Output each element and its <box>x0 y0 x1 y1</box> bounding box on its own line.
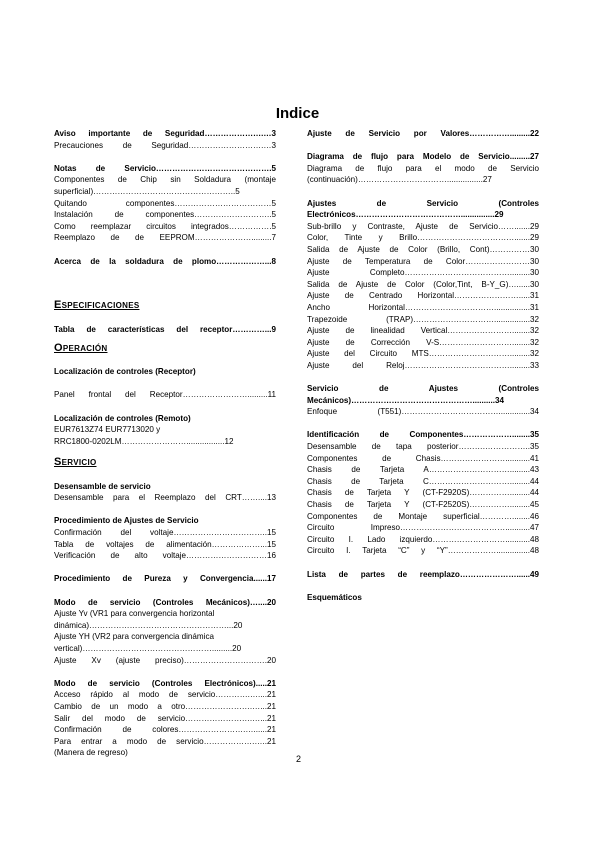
toc-entry-clock-adjust[interactable]: Ajuste del Reloj………………………………….........33 <box>307 360 539 370</box>
toc-heading-service-adjust-elec-cont[interactable]: Electrónicos…………………………………...............29 <box>307 210 504 220</box>
toc-entry-adjust-yh[interactable]: Ajuste YH (VR2 para convergencia dinámica <box>54 632 215 642</box>
toc-entry-safety-notice[interactable]: Aviso importante de Seguridad………………….…3 <box>54 129 276 138</box>
toc-entry-return-method: (Manera de regreso) <box>54 748 128 758</box>
section-operation: Operación <box>54 342 108 355</box>
toc-entry-power-voltage-table[interactable]: Tabla de voltajes de alimentación………………...15 <box>54 539 276 549</box>
toc-entry-flow-diagram-heading[interactable]: Diagrama de flujo para Modelo de Servicio.........27 <box>307 152 539 162</box>
toc-right-column <box>307 128 539 603</box>
toc-entry-smd-components[interactable]: Componentes de Montaje superficial…………........46 <box>307 511 539 521</box>
section-service: Servicio <box>54 456 97 469</box>
toc-entry-trapezoid[interactable]: Trapezoide (TRAP)…………………………................32 <box>307 314 539 324</box>
toc-heading-service-adjust-elec[interactable]: Ajustes de Servicio (Controles <box>307 198 539 208</box>
toc-entry-quick-access[interactable]: Acceso rápido al modo de servicio………….…....21 <box>54 690 276 700</box>
toc-entry-v-linearity[interactable]: Ajuste de linealidad Vertical……………………........32 <box>307 326 539 336</box>
toc-entry-chassis-components[interactable]: Componentes de Chasis……………………...........41 <box>307 453 539 463</box>
toc-entry-parts-list[interactable]: Lista de partes de reemplazo…………………......49 <box>307 569 539 579</box>
toc-entry-adjust-yh-cont[interactable]: vertical)………………………………………….........20 <box>54 643 242 653</box>
toc-entry-service-mode-mech[interactable]: Modo de servicio (Controles Mecánicos)…....20 <box>54 597 276 607</box>
toc-entry-adjust-xv[interactable]: Ajuste Xv (ajuste preciso)………………………….20 <box>54 655 276 665</box>
toc-entry-chip-components-cont[interactable]: superficial)……………………………………………..5 <box>54 186 240 196</box>
toc-entry-board-a[interactable]: Chasis de Tarjeta A………………………….........43 <box>307 465 539 475</box>
toc-entry-schematics[interactable]: Esquemáticos <box>307 592 362 602</box>
toc-entry-adjust-yv[interactable]: Ajuste Yv (VR1 para convergencia horizontal <box>54 609 215 619</box>
toc-entry-replace-ic[interactable]: Como reemplazar circuitos integrados…………….5 <box>54 221 276 231</box>
toc-entry-complete-adjust[interactable]: Ajuste Completo………………………………….........30 <box>307 268 539 278</box>
toc-entry-sub-brightness[interactable]: Sub-brillo y Contraste, Ajuste de Servicio…….......29 <box>307 221 539 231</box>
toc-entry-replace-eeprom[interactable]: Reemplazo de de EEPROM………………….........7 <box>54 233 276 243</box>
toc-entry-h-centering[interactable]: Ajuste de Centrado Horizontal…………………….....31 <box>307 291 539 301</box>
toc-entry-enter-mode[interactable]: Para entrar a modo de servicio……………….…..21 <box>54 736 276 746</box>
toc-entry-ic-left-side[interactable]: Circuito I. Lado izquierdo………………………...........48 <box>307 534 539 544</box>
toc-entry-board-y-2520[interactable]: Chasis de Tarjeta Y (CT-F2520S)…………….........45 <box>307 500 539 509</box>
toc-entry-focus[interactable]: Enfoque (T551)………………………………..............34 <box>307 407 539 417</box>
toc-entry-mts-circuit[interactable]: Ajuste del Circuito MTS………………………….........32 <box>307 349 539 359</box>
toc-entry-specs-table[interactable]: Tabla de características del receptor…………...9 <box>54 324 276 334</box>
toc-entry-color-adjust-output-2[interactable]: Salida de Ajuste de Color (Color,Tint, B-Y_G)…......30 <box>307 279 539 289</box>
toc-heading-service-adjust-mech-cont[interactable]: Mecánicos)………………………………………..........34 <box>307 395 504 405</box>
toc-entry-service-mode-elec[interactable]: Modo de servicio (Controles Electrónicos).....21 <box>54 678 276 688</box>
toc-entry-crt-disassembly[interactable]: Desensamble para el Reemplazo del CRT……....13 <box>54 493 276 503</box>
toc-heading-service-adjust-mech[interactable]: Servicio de Ajustes (Controles <box>307 384 539 394</box>
toc-left-column <box>54 128 276 759</box>
toc-entry-change-mode[interactable]: Cambio de un modo a otro…………………….…...21 <box>54 701 276 711</box>
toc-entry-printed-circuit[interactable]: Circuito Impreso…………………………………...........47 <box>307 523 539 533</box>
toc-entry-flow-diagram[interactable]: Diagrama de flujo para el modo de Servicio <box>307 163 539 173</box>
toc-entry-board-c[interactable]: Chasis de Tarjeta C………………………….........44 <box>307 476 539 486</box>
section-specifications: Especificaciones <box>54 299 140 312</box>
toc-heading-controls-receiver: Localización de controles (Receptor) <box>54 367 196 377</box>
toc-entry-color-adjust-output[interactable]: Salida de Ajuste de Color (Brillo, Cont)……………30 <box>307 244 539 254</box>
toc-entry-safety-precautions[interactable]: Precauciones de Seguridad……………………….…3 <box>54 140 276 150</box>
toc-heading-adjust-procedure: Procedimiento de Ajustes de Servicio <box>54 516 199 526</box>
toc-entry-installing-components[interactable]: Instalación de componentes………………………..5 <box>54 210 276 220</box>
toc-entry-service-adjust-values[interactable]: Ajuste de Servicio por Valores…………….........22 <box>307 129 539 138</box>
toc-entry-service-notes[interactable]: Notas de Servicio…………………………………….5 <box>54 163 276 173</box>
toc-entry-board-y-2920[interactable]: Chasis de Tarjeta Y (CT-F2920S)…………….........44 <box>307 488 539 498</box>
toc-entry-color-tint-brightness[interactable]: Color, Tinte y Brillo……………………………….......29 <box>307 233 539 243</box>
toc-entry-color-temp[interactable]: Ajuste de Temperatura de Color……………………30 <box>307 256 539 266</box>
toc-entry-adjust-yv-cont[interactable]: dinámica)……………………………………………...20 <box>54 620 243 630</box>
toc-heading-disassembly: Desensamble de servicio <box>54 481 151 491</box>
toc-entry-high-voltage-check[interactable]: Verificación de alto voltaje…………………………16 <box>54 551 276 561</box>
toc-remote-models-1: EUR7613Z74 EUR7713020 y <box>54 425 161 435</box>
toc-heading-controls-remote: Localización de controles (Remoto) <box>54 413 191 423</box>
toc-entry-flow-diagram-cont[interactable]: (continuación)……………………………................27 <box>307 175 492 185</box>
toc-entry-voltage-confirm[interactable]: Confirmación del voltaje……………………………..15 <box>54 528 276 537</box>
page-title: Indice <box>275 105 320 122</box>
page-number: 2 <box>296 754 302 764</box>
toc-entry-component-id[interactable]: Identificación de Componentes………………........35 <box>307 430 539 440</box>
toc-entry-lead-free[interactable]: Acerca de la soldadura de plomo………………...8 <box>54 256 276 266</box>
toc-entry-front-panel[interactable]: Panel frontal del Receptor…………………….........11 <box>54 390 276 400</box>
toc-entry-ic-board-cy[interactable]: Circuito I. Tarjeta “C” y “Y”………………...............48 <box>307 546 539 556</box>
toc-entry-chip-components[interactable]: Componentes de Chip sin Soldadura (montaje <box>54 175 276 185</box>
toc-entry-color-confirm[interactable]: Confirmación de colores…………………….…......21 <box>54 725 276 735</box>
toc-entry-h-width[interactable]: Ancho Horizontal……………………………................31 <box>307 302 539 312</box>
toc-entry-removing-components[interactable]: Quitando componentes………………………………5 <box>54 198 276 208</box>
toc-entry-purity-convergence[interactable]: Procedimiento de Pureza y Convergencia......17 <box>54 574 276 584</box>
toc-entry-exit-mode[interactable]: Salir del modo de servicio…………………….…...21 <box>54 713 276 723</box>
toc-entry-remote-models-2[interactable]: RRC1800-0202LM…………………….................12 <box>54 436 234 446</box>
toc-entry-rear-cover[interactable]: Desensamble de tapa posterior……….……………..35 <box>307 442 539 452</box>
toc-entry-vs-correction[interactable]: Ajuste de Corrección V-S………………………........32 <box>307 337 539 347</box>
